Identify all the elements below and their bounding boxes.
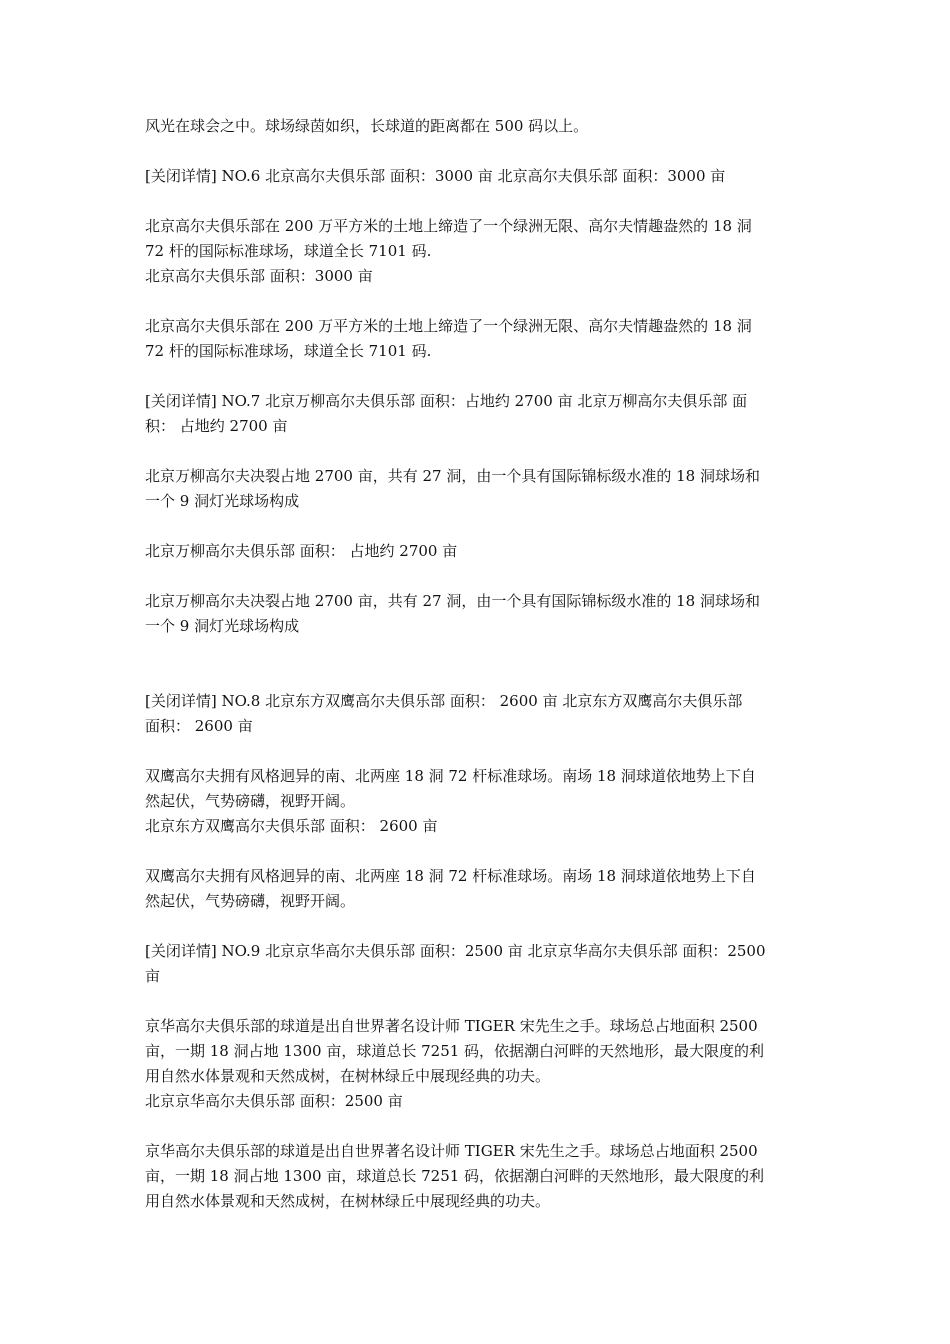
heading-line: [关闭详情] NO.7 北京万柳高尔夫俱乐部 面积：占地约 2700 亩 北京万柳高尔夫俱乐部 面 (145, 392, 748, 410)
text-line: 北京高尔夫俱乐部 面积：3000 亩 (145, 267, 373, 285)
heading-line: 面积： 2600 亩 (145, 717, 253, 735)
text-line: 北京东方双鹰高尔夫俱乐部 面积： 2600 亩 (145, 817, 438, 835)
text-line: 72 杆的国际标准球场，球道全长 7101 码. (145, 242, 432, 260)
text-line: 一个 9 洞灯光球场构成 (145, 492, 300, 510)
text-line: 北京万柳高尔夫决裂占地 2700 亩，共有 27 洞，由一个具有国际锦标级水准的 18 洞球场和 (145, 467, 760, 485)
text-line: 北京万柳高尔夫俱乐部 面积： 占地约 2700 亩 (145, 542, 458, 560)
text-line: 京华高尔夫俱乐部的球道是出自世界著名设计师 TIGER 宋先生之手。球场总占地面积 2500 (145, 1142, 758, 1160)
description-no9-repeat (145, 1139, 815, 1214)
summary-no9 (145, 1089, 815, 1114)
description-no9 (145, 1014, 815, 1089)
text-line: 北京京华高尔夫俱乐部 面积：2500 亩 (145, 1092, 403, 1110)
heading-line: [关闭详情] NO.8 北京东方双鹰高尔夫俱乐部 面积： 2600 亩 北京东方双鹰高尔夫俱乐部 (145, 692, 743, 710)
text-line: 然起伏，气势磅礴，视野开阔。 (145, 892, 356, 910)
text-line: 亩，一期 18 洞占地 1300 亩，球道总长 7251 码，依据潮白河畔的天然地形，最大限度的利 (145, 1167, 765, 1185)
text-line: 亩，一期 18 洞占地 1300 亩，球道总长 7251 码，依据潮白河畔的天然地形，最大限度的利 (145, 1042, 765, 1060)
document-body (145, 114, 815, 1239)
description-no6-repeat (145, 314, 815, 364)
text-line: 风光在球会之中。球场绿茵如织，长球道的距离都在 500 码以上。 (145, 117, 589, 135)
text-line: 用自然水体景观和天然成树，在树林绿丘中展现经典的功夫。 (145, 1192, 551, 1210)
description-no8-repeat (145, 864, 815, 914)
text-line: 京华高尔夫俱乐部的球道是出自世界著名设计师 TIGER 宋先生之手。球场总占地面积 2500 (145, 1017, 758, 1035)
description-no7 (145, 464, 815, 514)
text-line: 北京高尔夫俱乐部在 200 万平方米的土地上缔造了一个绿洲无限、高尔夫情趣盎然的 18 洞 (145, 217, 752, 235)
description-no7-repeat (145, 589, 815, 639)
summary-no7 (145, 539, 815, 564)
text-line: 双鹰高尔夫拥有风格迥异的南、北两座 18 洞 72 杆标准球场。南场 18 洞球道依地势上下自 (145, 867, 756, 885)
paragraph-intro (145, 114, 815, 139)
text-line: 北京万柳高尔夫决裂占地 2700 亩，共有 27 洞，由一个具有国际锦标级水准的 18 洞球场和 (145, 592, 760, 610)
summary-no6 (145, 264, 815, 289)
text-line: 北京高尔夫俱乐部在 200 万平方米的土地上缔造了一个绿洲无限、高尔夫情趣盎然的 18 洞 (145, 317, 752, 335)
entry-heading-no7 (145, 389, 815, 439)
description-no6 (145, 214, 815, 264)
text-line: 双鹰高尔夫拥有风格迥异的南、北两座 18 洞 72 杆标准球场。南场 18 洞球道依地势上下自 (145, 767, 756, 785)
text-line: 然起伏，气势磅礴，视野开阔。 (145, 792, 356, 810)
entry-heading-no9 (145, 939, 815, 989)
summary-no8 (145, 814, 815, 839)
heading-line: 积： 占地约 2700 亩 (145, 417, 288, 435)
heading-line: [关闭详情] NO.9 北京京华高尔夫俱乐部 面积：2500 亩 北京京华高尔夫俱乐部 面积：2500 (145, 942, 766, 960)
text-line: 用自然水体景观和天然成树，在树林绿丘中展现经典的功夫。 (145, 1067, 551, 1085)
text-line: 72 杆的国际标准球场，球道全长 7101 码. (145, 342, 432, 360)
heading-line: 亩 (145, 967, 161, 985)
entry-heading-no8 (145, 689, 815, 739)
description-no8 (145, 764, 815, 814)
text-line: 一个 9 洞灯光球场构成 (145, 617, 300, 635)
entry-heading-no6 (145, 164, 815, 189)
heading-line: [关闭详情] NO.6 北京高尔夫俱乐部 面积：3000 亩 北京高尔夫俱乐部 面积：3000 亩 (145, 167, 726, 185)
